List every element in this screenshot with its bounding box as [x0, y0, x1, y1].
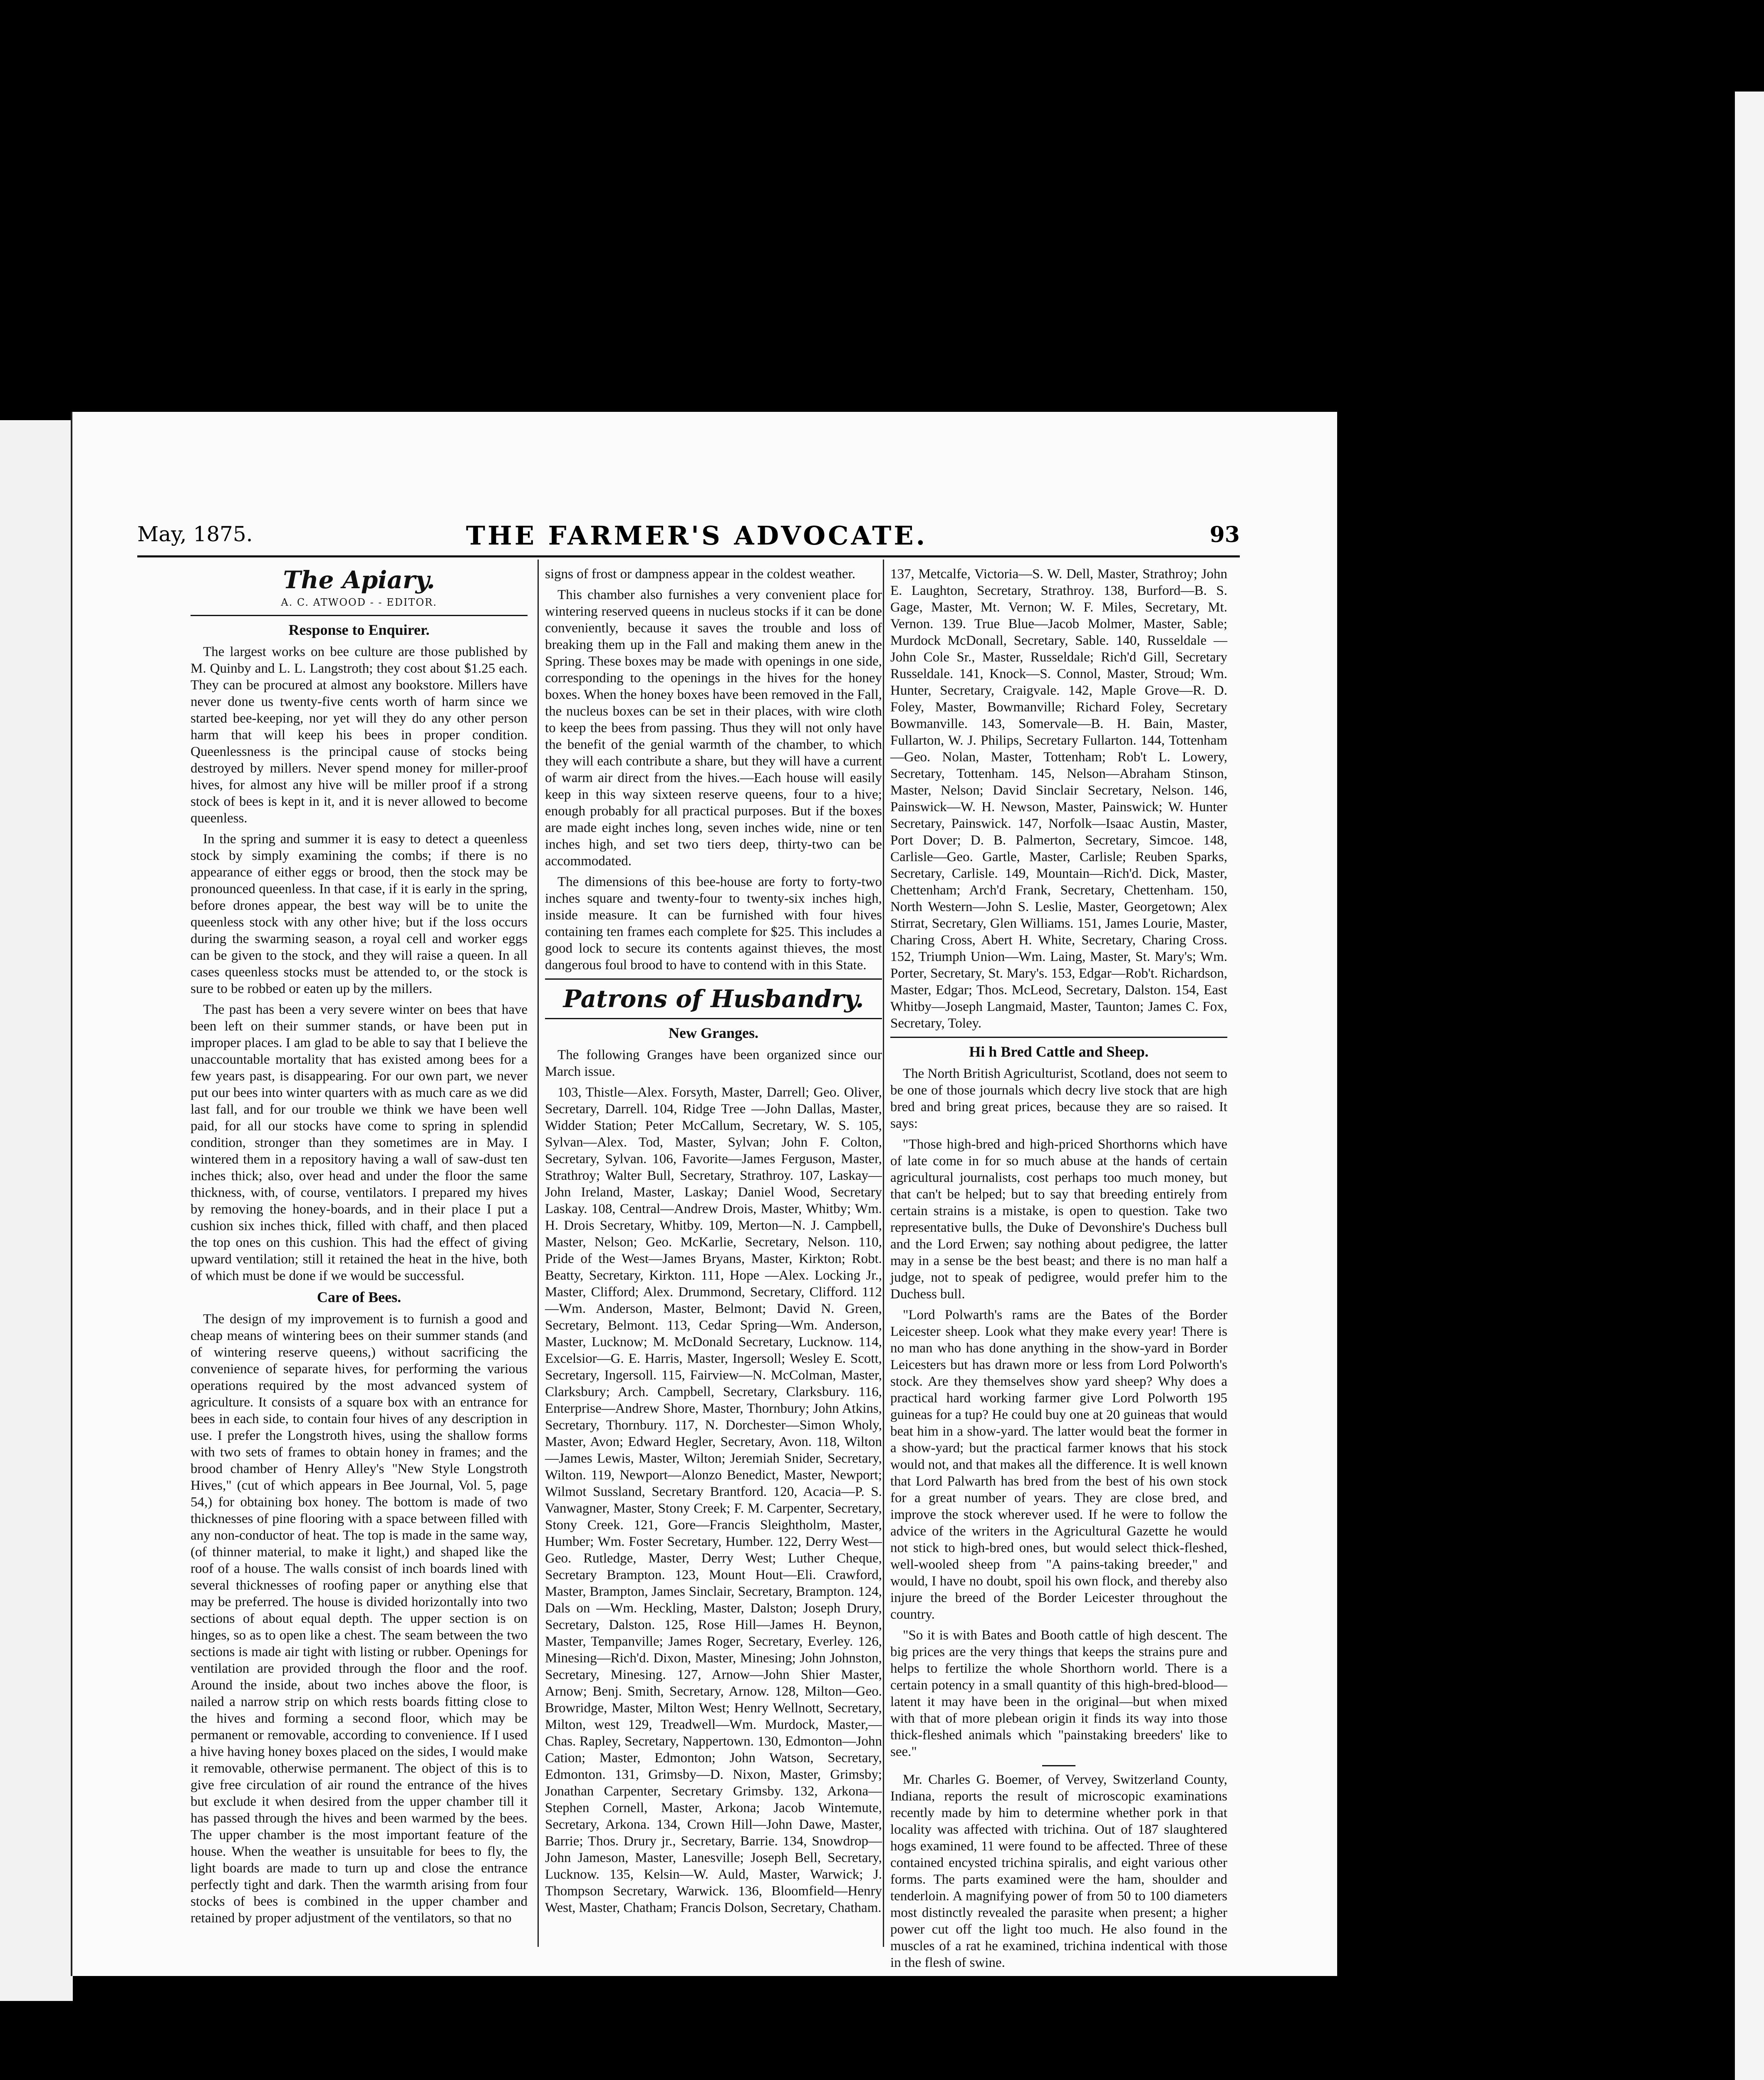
article-paragraph: "Those high-bred and high-priced Shorthorns which have of late come in for so much abuse at the hands of certain agricultural journalists, cost perhaps too much money, but that can't be helped; but to say that breeding entirely from certain strains is a mistake, is open to question. Take two representative bulls, the Duke of Devonshire's Duchess bull and the Lord Erwen; say nothing about pedigree, the latter may in a sense be the best beast; and there is no man half a judge, not to speak of pedigree, would prefer him to the Duchess bull. [890, 1137, 1227, 1302]
article-paragraph: "So it is with Bates and Booth cattle of high descent. The big prices are the very things that keeps the strains pure and helps to fertilize the whole Shorthorn world. There is a certain potency in a small quantity of this high-bred-blood—latent it may have been in the original—but when mixed with that of more plebean origin it finds its way into those thick-fleshed animals which "painstaking breeders' like to see." [890, 1628, 1227, 1759]
editor-byline: A. C. ATWOOD - - EDITOR. [281, 597, 437, 608]
article-title: Care of Bees. [317, 1289, 401, 1305]
page-number: 93 [1209, 522, 1240, 547]
section-divider [890, 1037, 1227, 1038]
column-rule-2 [883, 560, 884, 1947]
article-title: Response to Enquirer. [288, 622, 430, 638]
department-heading: The Apiary. [283, 566, 435, 594]
article-paragraph: The dimensions of this bee-house are forty to forty-two inches square and twenty-four to twenty-six inches high, inside measure. It can be furnished with four hives containing ten frames each complete for $25. This includes a good lock to secure its contents against thieves, the most dangerous foul brood to have to contend with in this State. [545, 874, 882, 973]
column-apiary [191, 566, 528, 1959]
article-paragraph: Mr. Charles G. Boemer, of Vervey, Switzerland County, Indiana, reports the result of microscopic examinations recently made by him to determine whether pork in that locality was affected with trichina. Out of 187 slaughtered hogs examined, 11 were found to be affected. Three of these contained encysted trichina spiralis, and eight various other forms. The parts examined were the ham, shoulder and tenderloin. A magnifying power of from 50 to 100 diameters most distinctly revealed the parasite when present; a higher power cut off the light too much. He also found in the muscles of a rat he examined, trichina indentical with those in the flesh of swine. [890, 1772, 1227, 1970]
article-paragraph: The largest works on bee culture are those published by M. Quinby and L. L. Langstroth; they cost about $1.25 each. They can be procured at almost any bookstore. Millers have never done us twenty-five cents worth of harm since we started bee-keeping, nor yet will they do any other person harm that will keep his bees in proper condition. Queenlessness is the principal cause of stocks being destroyed by millers. Never spend money for miller-proof hives, for almost any hive will be miller proof if a strong stock of bees is kept in it, and it is never allowed to become queenless. [191, 644, 528, 826]
article-paragraph: signs of frost or dampness appear in the coldest weather. [545, 567, 855, 582]
section-divider [545, 978, 882, 980]
grange-list: 137, Metcalfe, Victoria—S. W. Dell, Master, Strathroy; John E. Laughton, Secretary, Strathroy. 138, Burford—B. S. Gage, Master, Mt. Vernon; W. F. Miles, Secretary, Mt. Vernon. 139. True Blue—Jacob Molmer, Master, Sable; Murdock McDonall, Secretary, Sable. 140, Russeldale —John Cole Sr., Master, Russeldale; Rich'd Gill, Secretary Russeldale. 141, Knock—S. Connol, Master, Stroud; Wm. Hunter, Secretary, Craigvale. 142, Maple Grove—R. D. Foley, Master, Bowmanville; Richard Foley, Secretary Bowmanville. 143, Somervale—B. H. Bain, Master, Fullarton, W. J. Philips, Secretary Fullarton. 144, Tottenham—Geo. Nolan, Master, Tottenham; Rob't L. Lowery, Secretary, Tottenham. 145, Nelson—Abraham Stinson, Master, Nelson; David Sinclair Secretary, Nelson. 146, Painswick—W. H. Newson, Master, Painswick; W. Hunter Secretary, Painswick. 147, Norfolk—Isaac Austin, Master, Port Dover; D. B. Palmerton, Secretary, Simcoe. 148, Carlisle—Geo. Gartle, Master, Carlisle; Reuben Sparks, Secretary, Carlisle. 149, Mountain—Rich'd. Dick, Master, Chettenham; Arch'd Frank, Secretary, Chettenham. 150, North Western—John S. Leslie, Master, Georgetown; Alex Stirrat, Secretary, Glen Williams. 151, James Lourie, Master, Charing Cross, Abert H. White, Secretary, Charing Cross. 152, Triumph Union—Wm. Laing, Master, St. Mary's; Wm. Porter, Secretary, St. Mary's. 153, Edgar—Rob't. Richardson, Master, Edgar; Thos. McLeod, Secretary, Dalston. 154, East Whitby—Joseph Langmaid, Master, Taunton; James C. Fox, Secretary, Toley. [890, 567, 1227, 1031]
article-paragraph: In the spring and summer it is easy to detect a queenless stock by simply examining the combs; if there is no appearance of either eggs or brood, then the stock may be pronounced queenless. In that case, if it is early in the spring, before drones appear, the best way will be to unite the queenless stock with any other hive; but if the loss occurs during the swarming season, a royal cell and worker eggs can be given to the stock, and they will raise a queen. In all cases queenless stocks must be attended to, or the stock is sure to be robbed or eaten up by the millers. [191, 832, 528, 996]
column-right [890, 566, 1227, 1970]
department-heading: Patrons of Husbandry. [563, 985, 864, 1013]
article-paragraph: The following Granges have been organized since our March issue. [545, 1047, 882, 1079]
section-divider [1042, 1765, 1075, 1766]
column-rule-1 [538, 560, 539, 1947]
article-paragraph: This chamber also furnishes a very convenient place for wintering reserved queens in nucleus stocks if it can be done conveniently, because it saves the trouble and loss of breaking them up in the Fall and making them anew in the Spring. These boxes may be made with openings in one side, corresponding to the openings in the hives for the honey boxes. When the honey boxes have been removed in the Fall, the nucleus boxes can be set in their places, with wire cloth to keep the bees from passing. Thus they will not only have the benefit of the genial warmth of the chamber, to which they will each contribute a share, but they will have a current of warm air direct from the hives.—Each house will easily keep in this way sixteen reserve queens, four to a hive; enough probably for all practical purposes. But if the boxes are made eight inches long, seven inches wide, nine or ten inches high, and set two tiers deep, thirty-two can be accommodated. [545, 587, 882, 869]
section-divider [191, 615, 528, 616]
article-paragraph: The North British Agriculturist, Scotland, does not seem to be one of those journals which decry live stock that are high bred and bring great prices, because they are so raised. It says: [890, 1066, 1227, 1131]
article-title: Hi h Bred Cattle and Sheep. [969, 1043, 1149, 1060]
page-header [137, 522, 1240, 549]
adjacent-page-edge-right [1735, 92, 1764, 2080]
adjacent-page-edge-left [0, 420, 73, 2001]
section-divider [545, 1018, 882, 1019]
column-middle [545, 566, 882, 1959]
article-paragraph: The design of my improvement is to furnish a good and cheap means of wintering bees on their summer stands (and of wintering reserve queens,) without sacrificing the convenience of separate hives, for performing the various operations required by the most advanced system of agriculture. It consists of a square box with an entrance for bees in each side, to contain four hives of any description in use. I prefer the Longstroth hives, using the shallow forms with two sets of frames to obtain honey in frames; and the brood chamber of Henry Alley's "New Style Longstroth Hives," (cut of which appears in Bee Journal, Vol. 5, page 54,) for obtaining box honey. The bottom is made of two thicknesses of pine flooring with a space between filled with any non-conductor of heat. The top is made in the same way, (of thinner material, to make it light,) and shaped like the roof of a house. The walls consist of inch boards lined with several thicknesses of roofing paper or anything else that may be preferred. The house is divided horizontally into two sections of about equal depth. The upper section is on hinges, so as to open like a chest. The seam between the two sections is made air tight with listing or rubber. Openings for ventilation are provided through the floor and the roof. Around the inside, about two inches above the floor, is nailed a narrow strip on which rests boards fitting close to the hives and forming a second floor, which may be permanent or removable, according to convenience. If I used a hive having honey boxes placed on the sides, I would make it removable, otherwise permanent. The object of this is to give free circulation of air round the entrance of the hives but exclude it when desired from the upper chamber till it has passed through the hives and been warmed by the bees. The upper chamber is the most important feature of the house. When the weather is unsuitable for bees to fly, the light boards are made to turn up and close the entrance perfectly tight and dark. Then the warmth arising from four stocks of bees is combined in the upper chamber and retained by proper adjustment of the ventilators, so that no [191, 1312, 528, 1926]
header-rule [137, 555, 1240, 557]
article-paragraph: The past has been a very severe winter on bees that have been left on their summer stands, or have been put in improper places. I am glad to be able to say that I believe the unaccountable mortality that has existed among bees for a few years past, is disappearing. For our own part, we never put our bees into winter quarters with as much care as we did last fall, and for our trouble we think we have been well paid, for all our stocks have come to spring in splendid condition, stronger than they sometimes are in May. I wintered them in a repository having a wall of saw-dust ten inches thick; also, over head and under the floor the same thickness, with, of course, ventilators. I prepared my hives by removing the honey-boards, and in their place I put a cushion six inches thick, filled with chaff, and then placed the top ones on this cushion. This had the effect of giving upward ventilation; still it retained the heat in the hive, both of which must be done if we would be successful. [191, 1002, 528, 1283]
masthead-title: THE FARMER'S ADVOCATE. [466, 520, 928, 551]
article-title: New Granges. [669, 1025, 758, 1041]
grange-list: 103, Thistle—Alex. Forsyth, Master, Darrell; Geo. Oliver, Secretary, Darrell. 104, Ridge Tree —John Dallas, Master, Widder Station; Peter McCallum, Secretary, W. S. 105, Sylvan—Alex. Tod, Master, Sylvan; John F. Colton, Secretary, Sylvan. 106, Favorite—James Ferguson, Master, Strathroy; Walter Bull, Secretary, Strathroy. 107, Laskay—John Ireland, Master, Laskay; Daniel Wood, Secretary Laskay. 108, Central—Andrew Drois, Master, Whitby; Wm. H. Drois Secretary, Whitby. 109, Merton—N. J. Campbell, Master, Nelson; Geo. McKarlie, Secretary, Nelson. 110, Pride of the West—James Bryans, Master, Kirkton; Robt. Beatty, Secretary, Kirkton. 111, Hope —Alex. Locking Jr., Master, Clifford; Alex. Drummond, Secretary, Clifford. 112—Wm. Anderson, Master, Belmont; David N. Green, Secretary, Belmont. 113, Cedar Spring—Wm. Anderson, Master, Lucknow; M. McDonald Secretary, Lucknow. 114, Excelsior—G. E. Harris, Master, Ingersoll; Wesley E. Scott, Secretary, Ingersoll. 115, Fairview—N. McColman, Master, Clarksbury; Arch. Campbell, Secretary, Clarksbury. 116, Enterprise—Andrew Shore, Master, Thornbury; John Atkins, Secretary, Thornbury. 117, N. Dorchester—Simon Wholy, Master, Avon; Edward Hegler, Secretary, Avon. 118, Wilton—James Lewis, Master, Wilton; Jeremiah Snider, Secretary, Wilton. 119, Newport—Alonzo Benedict, Master, Newport; Wilmot Sussland, Secretary Brantford. 120, Acacia—P. S. Vanwagner, Master, Stony Creek; F. M. Carpenter, Secretary, Stony Creek. 121, Gore—Francis Sleightholm, Master, Humber; Wm. Foster Secretary, Humber. 122, Derry West—Geo. Rutledge, Master, Derry West; Luther Cheque, Secretary Brampton. 123, Mount Hout—Eli. Crawford, Master, Brampton, James Sinclair, Secretary, Brampton. 124, Dals on —Wm. Heckling, Master, Dalston; Joseph Drury, Secretary, Dalston. 125, Rose Hill—James H. Beynon, Master, Tempanville; James Roger, Secretary, Everley. 126, Minesing—Rich'd. Dixon, Master, Minesing; John Johnston, Secretary, Minesing. 127, Arnow—John Shier Master, Arnow; Benj. Smith, Secretary, Arnow. 128, Milton—Geo. Browridge, Master, Milton West; Henry Wellnott, Secretary, Milton, west 129, Treadwell—Wm. Murdock, Master,—Chas. Rapley, Secretary, Nappertown. 130, Edmonton—John Cation; Master, Edmonton; John Watson, Secretary, Edmonton. 131, Grimsby—D. Nixon, Master, Grimsby; Jonathan Carpenter, Secretary Grimsby. 132, Arkona—Stephen Cornell, Master, Arkona; Jacob Wintemute, Secretary, Arkona. 134, Crown Hill—John Dawe, Master, Barrie; Thos. Drury jr., Secretary, Barrie. 134, Snowdrop—John Jameson, Master, Lanesville; Joseph Bell, Secretary, Lucknow. 135, Kelsin—W. Auld, Master, Warwick; J. Thompson Secretary, Warwick. 136, Bloomfield—Henry West, Master, Chatham; Francis Dolson, Secretary, Chatham. [545, 1085, 882, 1915]
article-paragraph: "Lord Polwarth's rams are the Bates of the Border Leicester sheep. Look what they make every year! There is no man who has done anything in the show-yard in Border Leicesters but has drawn more or less from Lord Polworth's stock. Are they themselves show yard sheep? Why does a practical hard working farmer give Lord Polworth 195 guineas for a tup? He could buy one at 20 guineas that would beat him in a show-yard. The latter would beat the former in a show-yard; but the practical farmer knows that his stock would not, and that makes all the difference. It is well known that Lord Palwarth has bred from the best of his own stock for a great number of years. They are close bred, and improve the stock wherever used. If he were to follow the advice of the writers in the Agricultural Gazette he would not stick to high-bred ones, but would select thick-fleshed, well-wooled sheep from "A pains-taking breeder," and would, I have no doubt, spoil his own flock, and thereby also injure the breed of the Border Leicester throughout the country. [890, 1307, 1227, 1622]
issue-date: May, 1875. [137, 522, 253, 546]
